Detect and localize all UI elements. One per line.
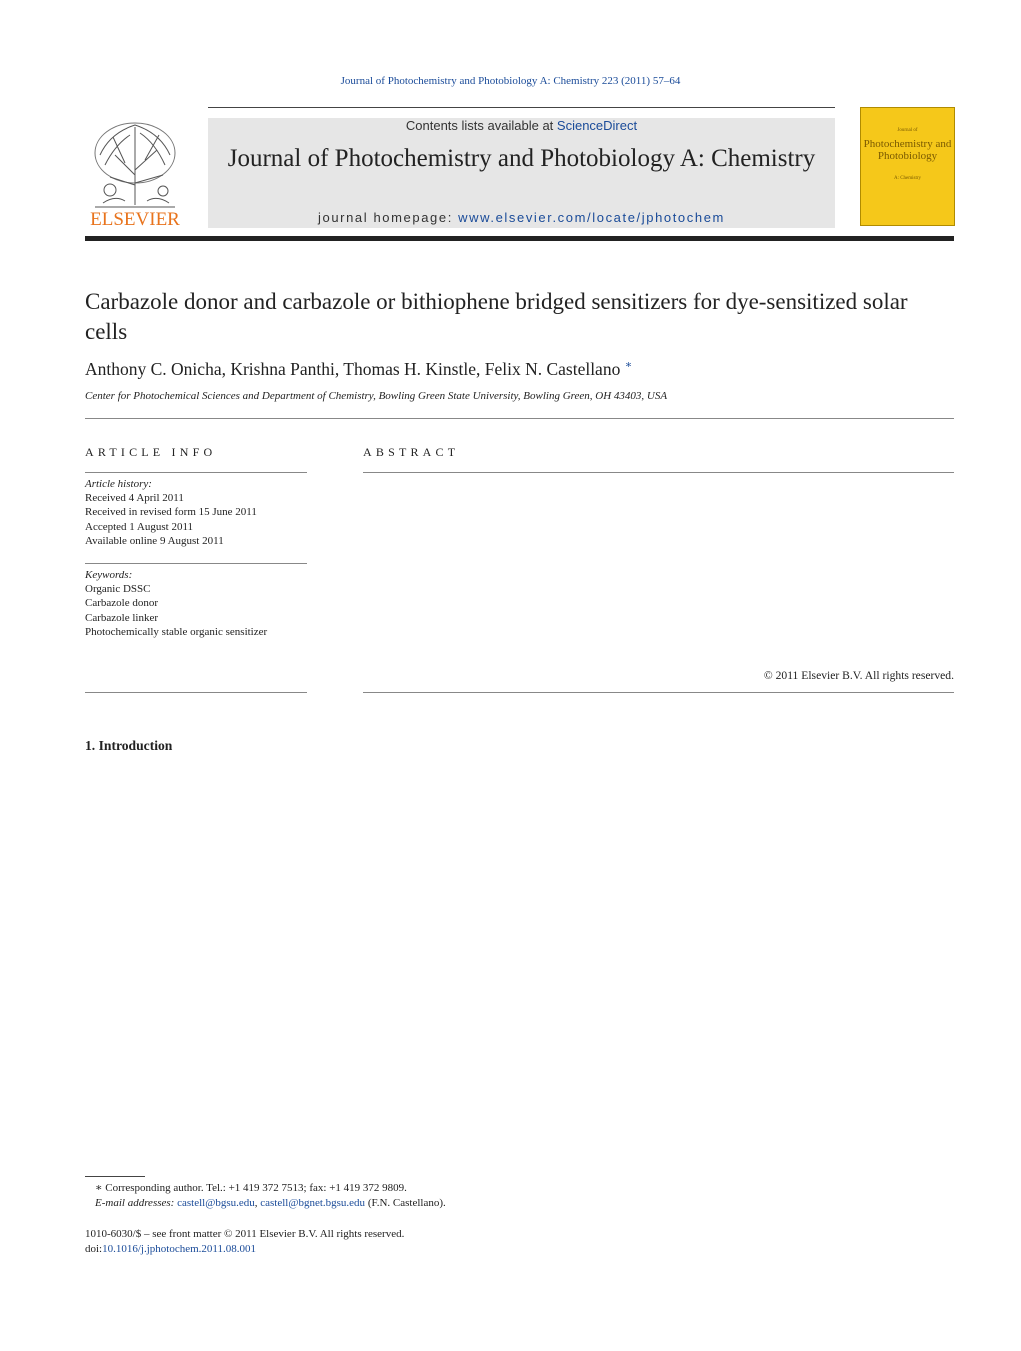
journal-citation[interactable]: Journal of Photochemistry and Photobiology A: Chemistry 223 (2011) 57–64 — [340, 75, 681, 87]
email-suffix: (F.N. Castellano). — [365, 1197, 446, 1209]
history-online: Available online 9 August 2011 — [85, 534, 224, 547]
issn-block — [85, 1227, 505, 1257]
elsevier-wordmark: ELSEVIER — [90, 209, 180, 230]
email-separator: , — [254, 1197, 261, 1209]
cover-line-1: Journal of — [897, 128, 918, 133]
article-history — [85, 477, 307, 548]
keyword-item: Photochemically stable organic sensitizer — [85, 625, 268, 638]
homepage-link[interactable]: www.elsevier.com/locate/jphotochem — [458, 210, 725, 225]
email-line — [85, 1196, 505, 1211]
keywords — [85, 568, 307, 639]
issn-line: 1010-6030/$ – see front matter © 2011 Elsevier B.V. All rights reserved. — [85, 1228, 405, 1240]
doi-link[interactable]: 10.1016/j.jphotochem.2011.08.001 — [102, 1243, 257, 1255]
doi-line — [85, 1242, 505, 1257]
journal-homepage — [208, 210, 835, 225]
keyword-item: Carbazole donor — [85, 597, 158, 610]
email-link[interactable]: castell@bgnet.bgsu.edu — [260, 1197, 366, 1209]
journal-cover[interactable] — [860, 107, 955, 226]
elsevier-tree-icon — [85, 115, 185, 230]
footnote — [85, 1181, 505, 1211]
homepage-prefix: journal homepage: — [318, 210, 459, 225]
keywords-label: Keywords: — [85, 569, 133, 581]
history-received: Received 4 April 2011 — [85, 492, 184, 505]
divider — [363, 692, 954, 693]
divider — [85, 563, 307, 564]
authors-text: Anthony C. Onicha, Krishna Panthi, Thomas H. Kinstle, Felix N. Castellano — [85, 358, 621, 379]
email-label: E-mail addresses: — [95, 1197, 178, 1209]
elsevier-logo — [85, 115, 185, 230]
divider — [85, 692, 307, 693]
keyword-item: Carbazole linker — [85, 611, 158, 624]
introduction-heading: 1. Introduction — [85, 738, 173, 753]
corresponding-author-note: ∗ Corresponding author. Tel.: +1 419 372 7513; fax: +1 419 372 9809. — [95, 1182, 407, 1194]
journal-title: Journal of Photochemistry and Photobiology A: Chemistry — [227, 145, 816, 172]
header-thick-rule — [85, 236, 954, 241]
article-title: Carbazole donor and carbazole or bithiophene bridged sensitizers for dye-sensitized solar cells — [85, 289, 908, 344]
divider — [85, 418, 954, 419]
divider — [85, 472, 307, 473]
email-link[interactable]: castell@bgsu.edu — [177, 1197, 255, 1209]
history-revised: Received in revised form 15 June 2011 — [85, 506, 257, 519]
affiliation: Center for Photochemical Sciences and Department of Chemistry, Bowling Green State University, Bowling Green, OH 43403, USA — [85, 390, 668, 402]
article-info-heading: ARTICLE INFO — [85, 445, 217, 459]
abstract-heading: ABSTRACT — [363, 445, 460, 459]
cover-line-3: A: Chemistry — [893, 176, 922, 181]
corresponding-author-mark[interactable]: ∗ — [624, 359, 633, 371]
contents-prefix: Contents lists available at — [405, 118, 557, 133]
cover-line-2: Photochemistry and Photobiology — [863, 138, 952, 162]
header-top-rule — [208, 107, 835, 108]
author-list — [85, 358, 632, 380]
doi-prefix: doi: — [85, 1243, 103, 1255]
footnote-rule — [85, 1176, 145, 1177]
keyword-item: Organic DSSC — [85, 583, 151, 596]
body-column-left — [85, 737, 505, 771]
history-accepted: Accepted 1 August 2011 — [85, 520, 194, 533]
history-label: Article history: — [85, 478, 152, 490]
contents-line — [208, 118, 835, 133]
sciencedirect-link[interactable]: ScienceDirect — [556, 118, 638, 133]
divider — [363, 472, 954, 473]
abstract-copyright: © 2011 Elsevier B.V. All rights reserved. — [763, 669, 954, 682]
